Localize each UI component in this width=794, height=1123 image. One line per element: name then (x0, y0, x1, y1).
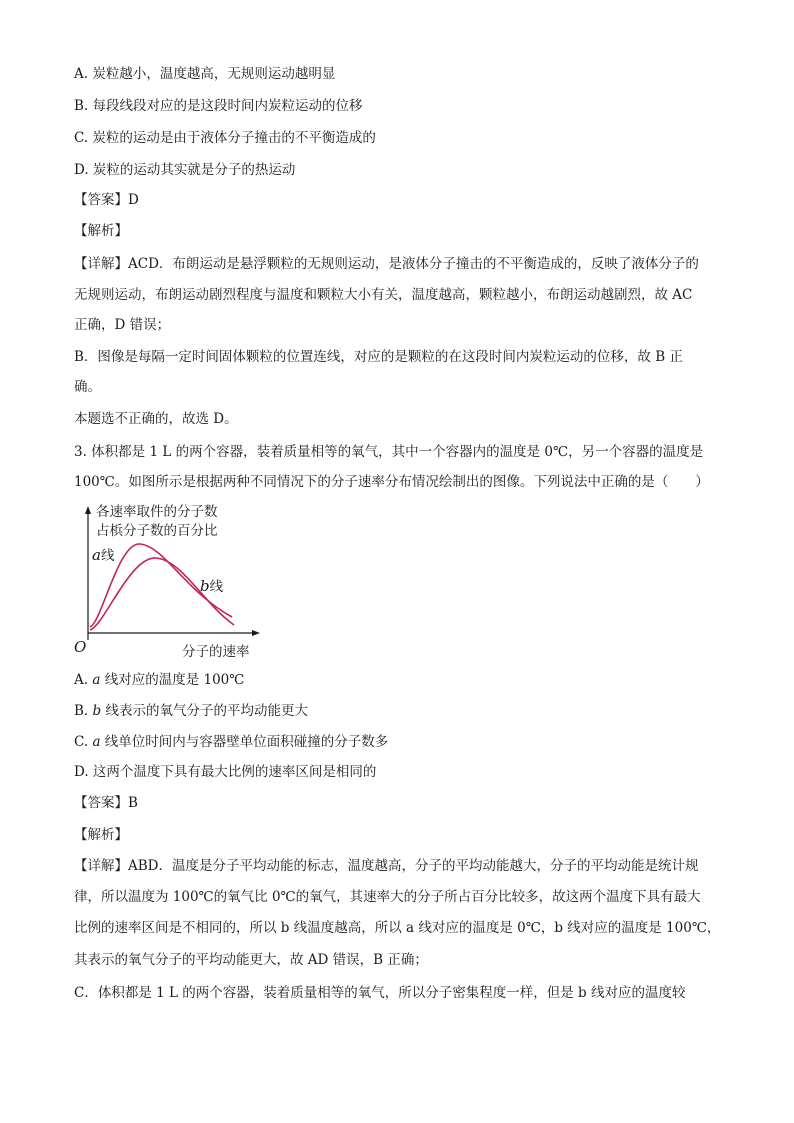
q2-analysis-label: 【解析】 (74, 223, 128, 239)
q3-stem-line-1: 3. 体积都是 1 L 的两个容器，装着质量相等的氧气，其中一个容器内的温度是 0℃，另一个容器的温度是 (74, 444, 704, 460)
answer-label: 【答案】 (74, 192, 128, 208)
option-prefix: B. (74, 703, 93, 719)
detail-label: 【详解】 (74, 256, 128, 272)
q3-detail-line-2: 律，所以温度为 100℃的氧气比 0℃的氧气，其速率大的分子所占百分比较多，故这两个温度下具有最大 (74, 889, 701, 905)
q3-detail-line-3: 比例的速率区间是不相同的，所以 b 线温度越高，所以 a 线对应的温度是 0℃，b 线对应的温度是 100℃， (74, 920, 721, 936)
q3-answer-line (74, 793, 138, 813)
q2-option-b: B. 每段线段对应的是这段时间内炭粒运动的位移 (74, 98, 363, 114)
curve-b-letter: b (200, 577, 210, 595)
q3-stem-line-2: 100℃。如图所示是根据两种不同情况下的分子速率分布情况绘制出的图像。下列说法中正确的是（ ） (74, 474, 709, 490)
q3-option-c (74, 732, 388, 752)
y-axis-arrow-icon (85, 506, 91, 514)
q3-option-a (74, 670, 244, 690)
x-axis-label: 分子的速率 (182, 644, 250, 660)
q2-option-a: A. 炭粒越小，温度越高，无规则运动越明显 (74, 66, 336, 82)
q2-detail-line-4: B．图像是每隔一定时间固体颗粒的位置连线，对应的是颗粒的在这段时间内炭粒运动的位移，故 B 正 (74, 349, 683, 365)
option-prefix: A. (74, 672, 93, 688)
curve-a-letter: a (92, 546, 101, 564)
answer-value: D (128, 192, 139, 208)
q2-detail-line-2: 无规则运动，布朗运动剧烈程度与温度和颗粒大小有关，温度越高，颗粒越小，布朗运动越剧烈，故 AC (74, 287, 693, 303)
detail-text: ABD．温度是分子平均动能的标志，温度越高，分子的平均动能越大，分子的平均动能是统计规 (128, 858, 699, 874)
option-text: 线单位时间内与容器壁单位面积碰撞的分子数多 (100, 734, 389, 750)
q3-detail-line-4: 其表示的氧气分子的平均动能更大，故 AD 错误，B 正确； (74, 952, 428, 968)
option-variable: a (92, 734, 101, 750)
q2-detail-line-1 (74, 254, 699, 274)
figure-ylabel-line-1: 各速率取件的分子数 (96, 504, 218, 520)
detail-label: 【详解】 (74, 858, 128, 874)
option-prefix: C. (74, 734, 93, 750)
curve-b-label (200, 577, 224, 595)
q3-analysis-label: 【解析】 (74, 827, 128, 843)
q3-detail-line-1 (74, 856, 699, 876)
q3-option-b (74, 701, 308, 721)
q3-detail-line-5: C．体积都是 1 L 的两个容器，装着质量相等的氧气，所以分子密集程度一样，但是 b 线对应的温度较 (74, 985, 686, 1001)
q2-option-c: C. 炭粒的运动是由于液体分子撞击的不平衡造成的 (74, 130, 376, 146)
option-variable: b (92, 703, 102, 719)
x-axis-arrow-icon (252, 630, 260, 636)
speed-distribution-figure (74, 500, 274, 665)
origin-label: O (74, 638, 87, 656)
figure-ylabel-line-2: 占梹分子数的百分比 (96, 523, 218, 539)
q2-answer-line (74, 190, 139, 210)
q2-detail-line-5: 确。 (74, 379, 101, 395)
curve-a-label (92, 546, 115, 564)
detail-text: ACD．布朗运动是悬浮颗粒的无规则运动，是液体分子撞击的不平衡造成的，反映了液体分子的 (128, 256, 699, 272)
option-text: 线对应的温度是 100℃ (100, 672, 245, 688)
q2-option-d: D. 炭粒的运动其实就是分子的热运动 (74, 162, 296, 178)
q2-detail-line-3: 正确，D 错误； (74, 317, 171, 333)
answer-value: B (128, 795, 138, 811)
option-variable: a (92, 672, 101, 688)
answer-label: 【答案】 (74, 795, 128, 811)
q3-option-d: D. 这两个温度下具有最大比例的速率区间是相同的 (74, 764, 377, 780)
curve-b-suffix: 线 (209, 579, 224, 595)
curve-a-suffix: 线 (100, 548, 115, 564)
option-text: 线表示的氧气分子的平均动能更大 (101, 703, 308, 719)
q2-detail-line-6: 本题选不正确的，故选 D。 (74, 411, 238, 427)
